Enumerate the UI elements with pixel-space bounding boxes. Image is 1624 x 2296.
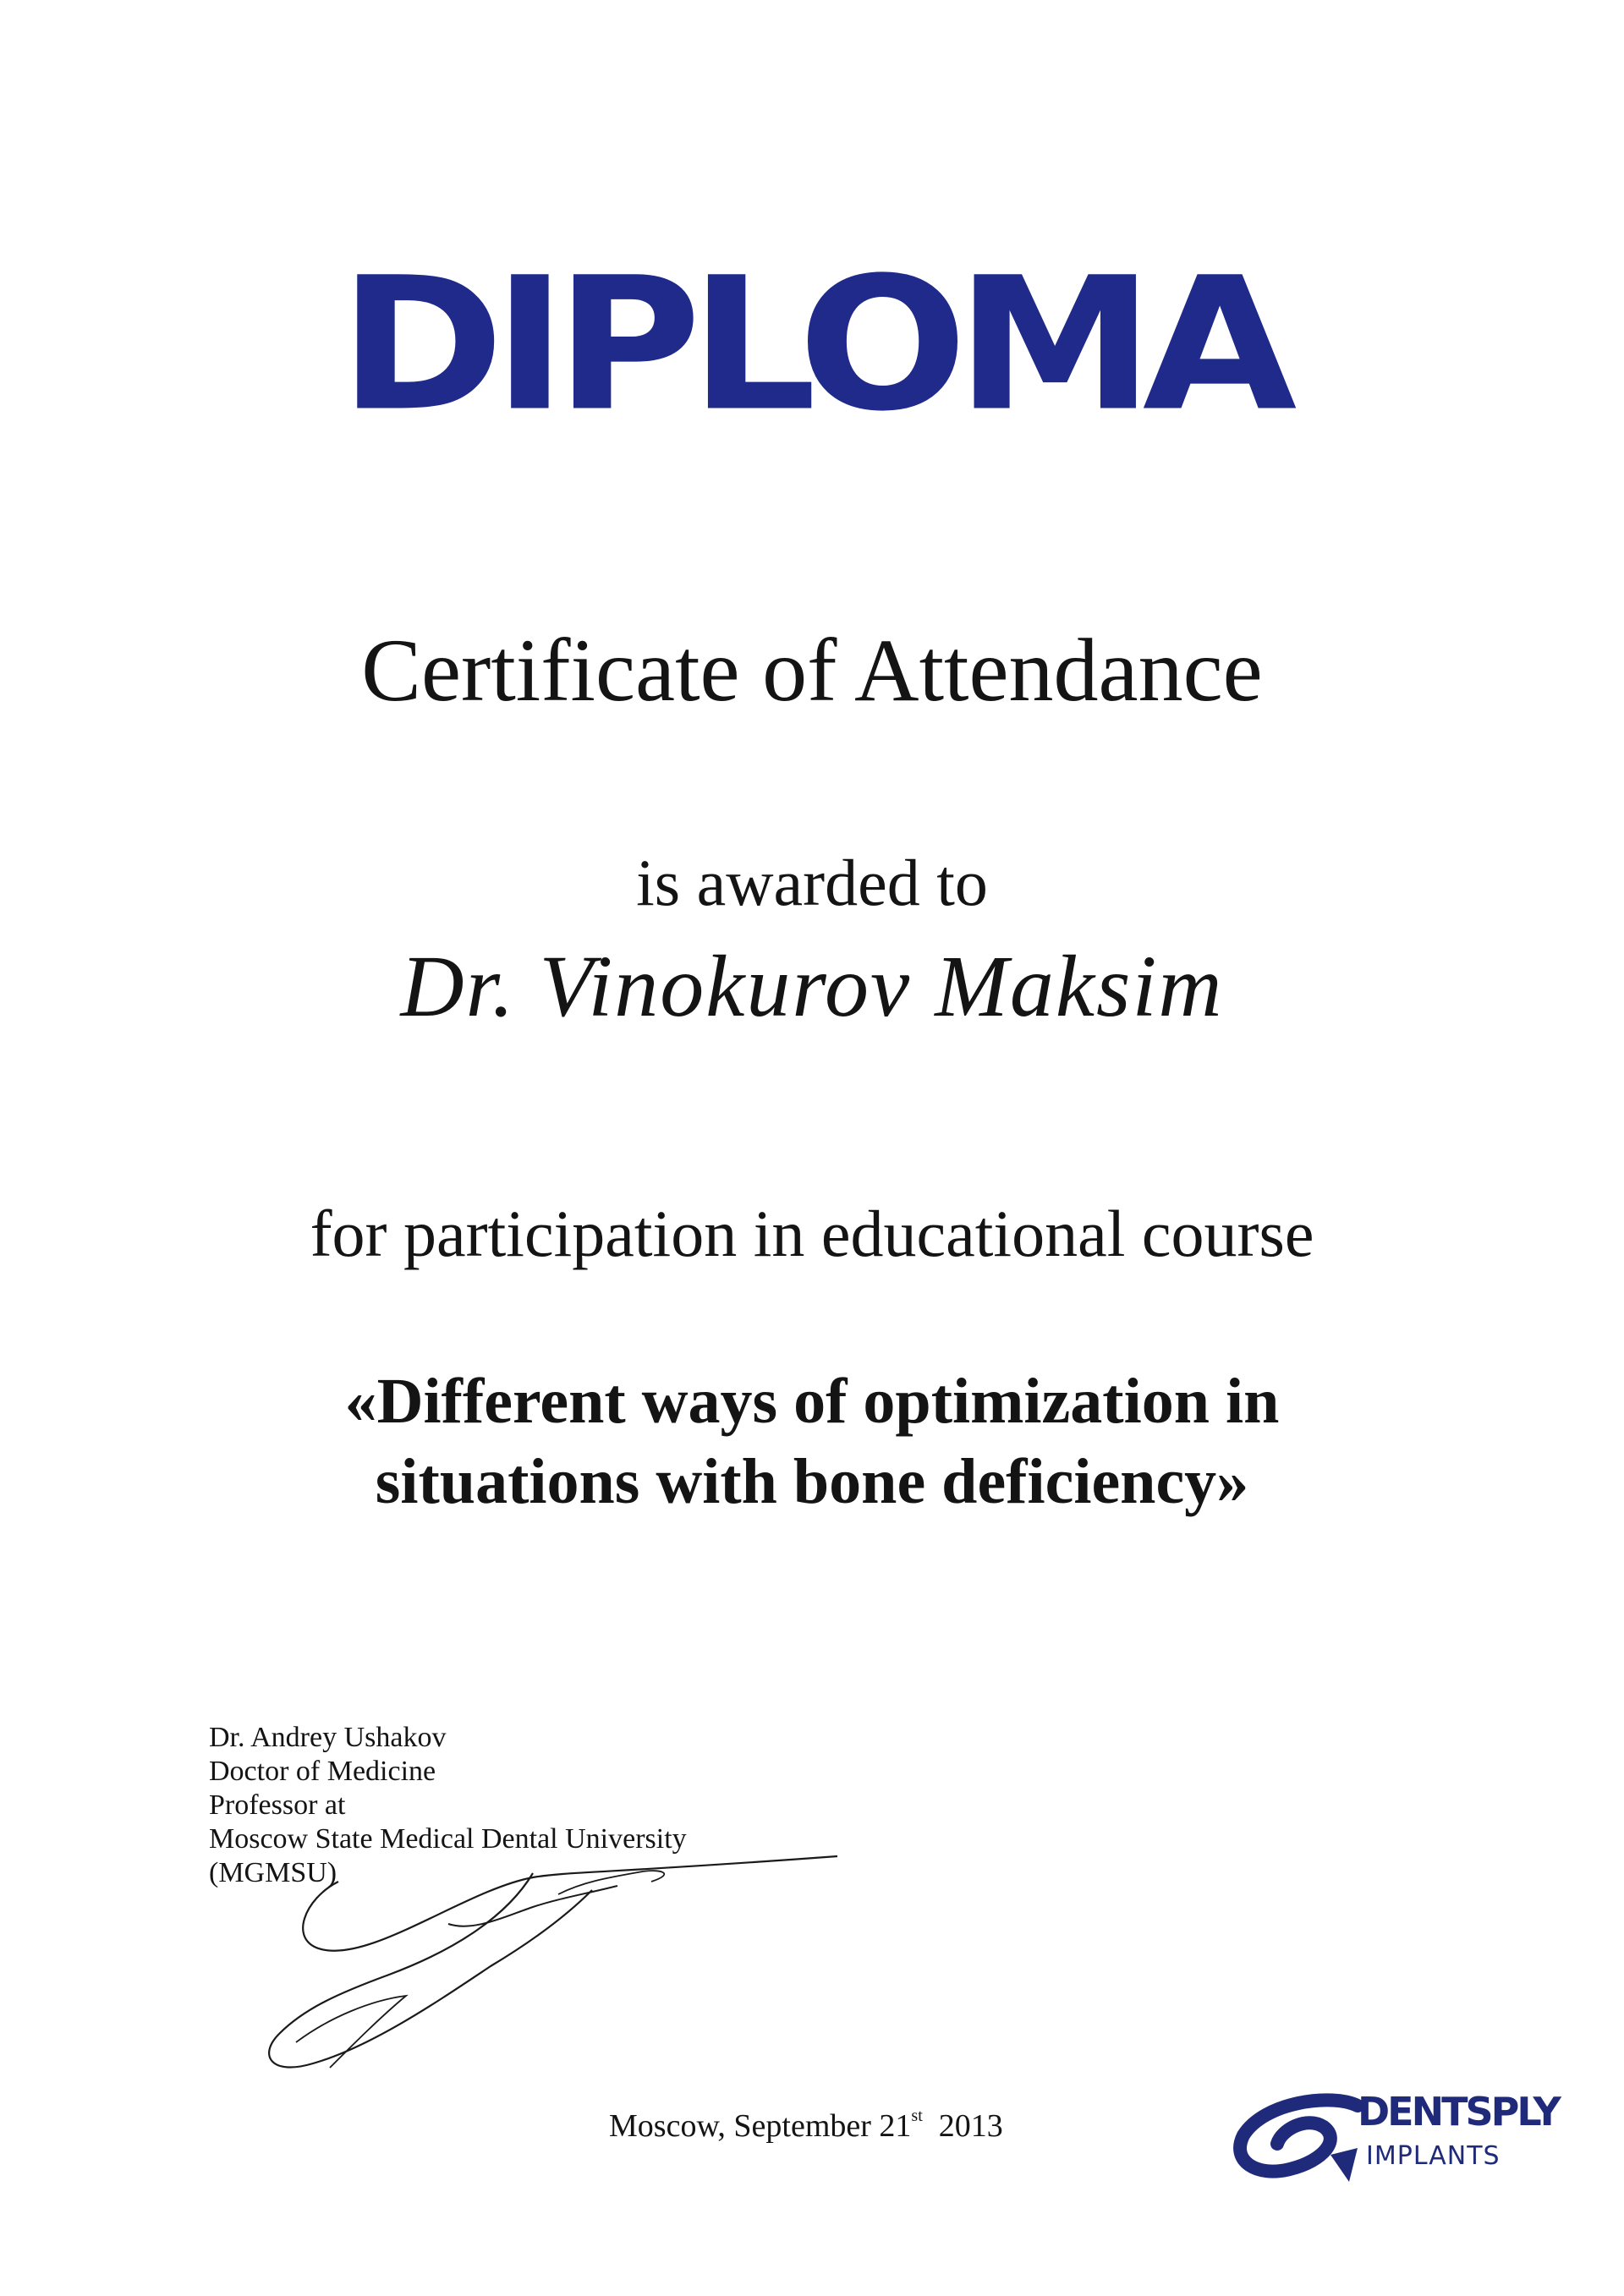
purpose-text: for participation in educational course: [310, 1197, 1314, 1270]
recipient-name: Dr. Vinokurov Maksim: [400, 938, 1224, 1035]
date-year: 2013: [938, 2108, 1003, 2144]
handwritten-signature: [254, 1848, 846, 2093]
signer-position: Professor at: [209, 1789, 346, 1821]
course-title-line-1: «Different ways of optimization in: [344, 1366, 1280, 1437]
signer-institution-abbr: (MGMSU): [209, 1857, 337, 1888]
signer-degree: Doctor of Medicine: [209, 1756, 436, 1787]
logo-brand-top: DENTSPLY: [1358, 2089, 1559, 2134]
day-suffix: st: [911, 2107, 923, 2125]
logo-brand-bottom: IMPLANTS: [1366, 2141, 1501, 2171]
place-date-prefix: Moscow, September 21: [609, 2108, 912, 2144]
dentsply-swirl-icon: [1231, 2089, 1366, 2190]
diploma-heading: DIPLOMA: [338, 238, 1286, 452]
place-and-date: [609, 2107, 1003, 2144]
signer-name: Dr. Andrey Ushakov: [209, 1722, 447, 1753]
dentsply-implants-logo: [1231, 2089, 1559, 2190]
course-title: [0, 1362, 1624, 1522]
signer-institution: Moscow State Medical Dental University: [209, 1823, 687, 1855]
course-title-line-2: situations with bone deficiency»: [375, 1446, 1249, 1517]
certificate-subtitle: Certificate of Attendance: [361, 621, 1263, 720]
awarded-to-text: is awarded to: [636, 846, 988, 919]
